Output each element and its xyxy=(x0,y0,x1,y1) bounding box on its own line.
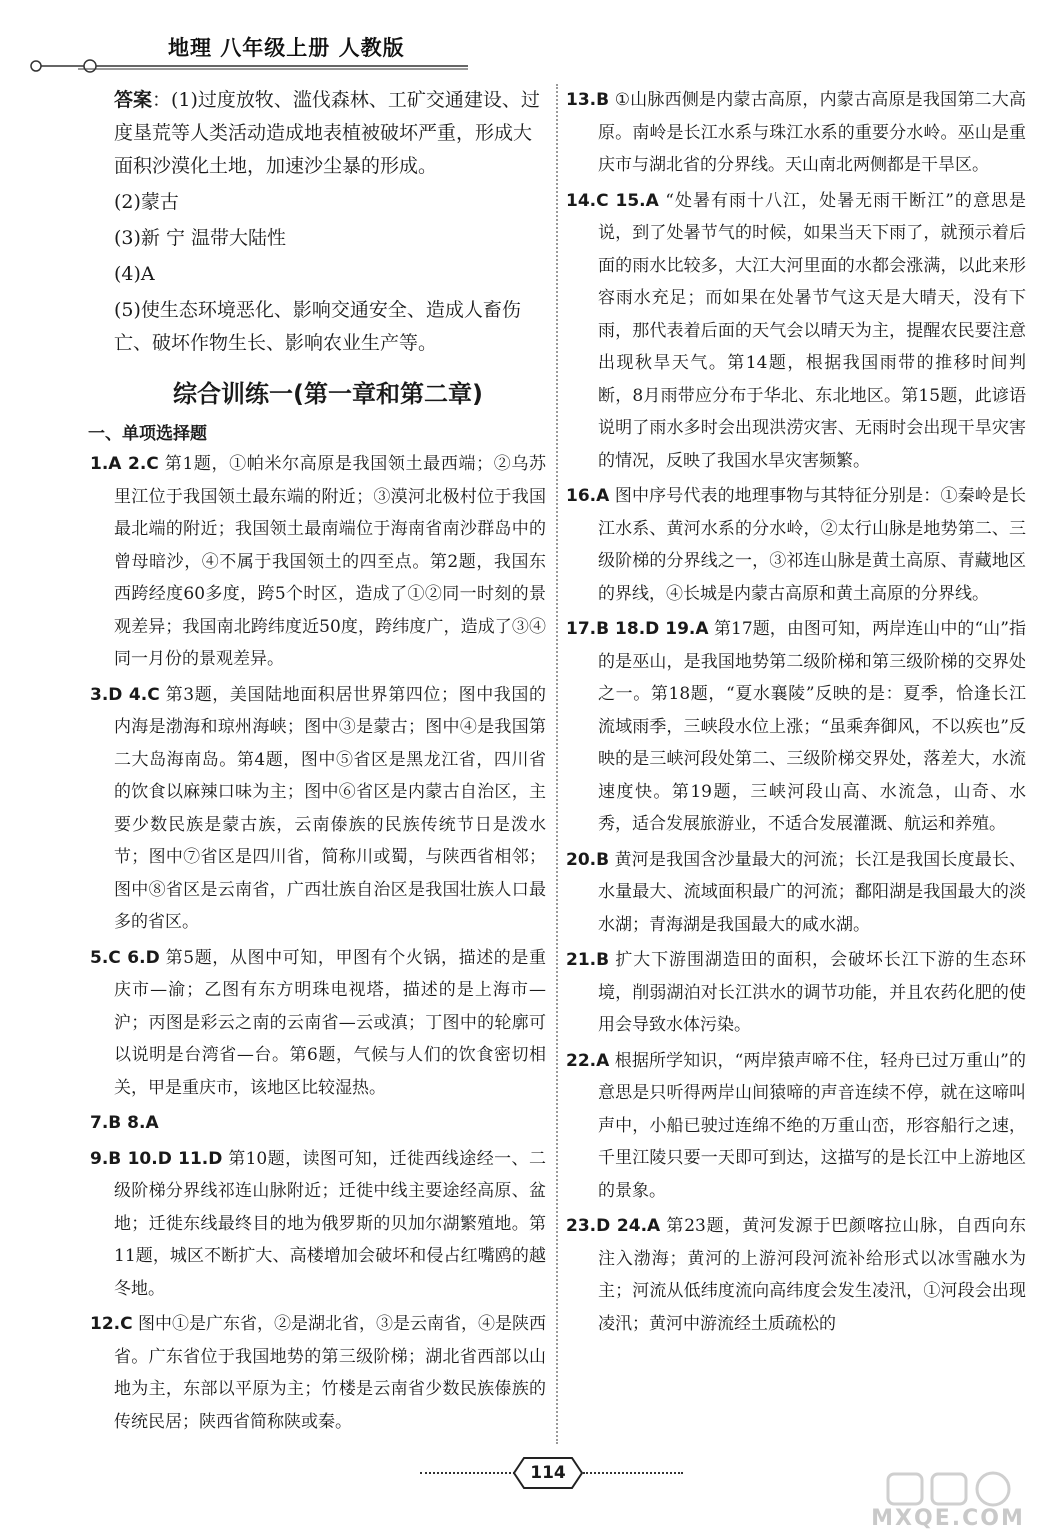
item-text: 第10题，读图可知，迁徙西线途经一、二级阶梯分界线祁连山脉附近；迁徙中线主要途经高原、盆地；迁徙东线最终目的地为俄罗斯的贝加尔湖繁殖地。第11题，城区不断扩大、高楼增加会破坏和侵占红嘴鸥的越冬地。 xyxy=(114,1148,546,1299)
answer-item xyxy=(566,480,1026,610)
header-rule-ornament xyxy=(28,58,478,74)
item-text: ①山脉西侧是内蒙古高原，内蒙古高原是我国第二大高原。南岭是长江水系与珠江水系的重要分水岭。巫山是重庆市与湖北省的分界线。天山南北两侧都是干旱区。 xyxy=(598,90,1026,175)
item-text: 第5题，从图中可知，甲图有个火锅，描述的是重庆市—渝；乙图有东方明珠电视塔，描述的是上海市—沪；丙图是彩云之南的云南省—云或滇；丁图中的轮廓可以说明是台湾省—台。第6题，气候与人们的饮食密切相关，甲是重庆市，该地区比较湿热。 xyxy=(114,947,546,1098)
footer-dots-left xyxy=(420,1472,515,1474)
answer-item xyxy=(566,844,1026,942)
item-text: 黄河是我国含沙量最大的河流；长江是我国长度最长、水量最大、流域面积最广的河流；鄱阳湖是我国最大的淡水湖；青海湖是我国最大的咸水湖。 xyxy=(598,849,1026,935)
footer-dots-right xyxy=(583,1472,683,1474)
item-text: 图中①是广东省，②是湖北省，③是云南省，④是陕西省。广东省位于我国地势的第三级阶梯；湖北省西部以山地为主，东部以平原为主；竹楼是云南省少数民族傣族的传统民居；陕西省简称陕或秦。 xyxy=(114,1314,546,1432)
answer-part-1: ：(1)过度放牧、滥伐森林、工矿交通建设、过度垦荒等人类活动造成地表植被破坏严重，形成大面积沙漠化土地，加速沙尘暴的形成。 xyxy=(114,89,540,177)
item-number: 12.C xyxy=(90,1314,133,1334)
item-number: 16.A xyxy=(566,486,610,506)
answer-paragraph xyxy=(114,84,546,183)
item-number: 3.D 4.C xyxy=(90,684,160,705)
answer-part-2: (2)蒙古 xyxy=(114,191,179,213)
item-number: 7.B 8.A xyxy=(90,1113,159,1133)
answer-part-5: (5)使生态环境恶化、影响交通安全、造成人畜伤亡、破坏作物生长、影响农业生产等。 xyxy=(114,299,521,354)
item-text: 根据所学知识，“两岸猿声啼不住，轻舟已过万重山”的意思是只听得两岸山间猿啼的声音连续不停，就在这啼叫声中，小船已驶过连绵不绝的万重山峦，形容船行之速，千里江陵只要一天即可到达，这描写的是长江中上游地区的景象。 xyxy=(598,1050,1026,1201)
answer-item xyxy=(90,448,546,676)
item-number: 17.B 18.D 19.A xyxy=(566,619,709,639)
header-title: 地理 八年级上册 人教版 xyxy=(168,36,405,60)
section-subtitle: 一、单项选择题 xyxy=(88,424,207,444)
left-column xyxy=(90,84,546,1441)
answer-label: 答案 xyxy=(114,89,153,111)
answer-part-4: (4)A xyxy=(114,263,155,285)
item-number: 23.D 24.A xyxy=(566,1216,661,1236)
page-number: 114 xyxy=(530,1463,566,1483)
answer-item xyxy=(90,942,546,1105)
item-text: 图中序号代表的地理事物与其特征分别是：①秦岭是长江水系、黄河水系的分水岭，②太行山脉是地势第二、三级阶梯的分界线之一，③祁连山脉是黄土高原、青藏地区的界线，④长城是内蒙古高原和黄土高原的分界线。 xyxy=(598,486,1026,604)
item-text: 第17题，由图可知，两岸连山中的“山”指的是巫山，是我国地势第二级阶梯和第三级阶梯的交界处之一。第18题，“夏水襄陵”反映的是：夏季，恰逢长江流域雨季，三峡段水位上涨；“虽乘奔御风，不以疾也”反映的是三峡河段处第二、三级阶梯交界处，落差大，水流速度快。第19题，三峡河段山高、水流急，山奇、水秀，适合发展旅游业，不适合发展灌溉、航运和养殖。 xyxy=(598,619,1026,834)
watermark-text: MXQE.COM xyxy=(871,1506,1025,1531)
answer-item xyxy=(566,1210,1026,1340)
page-header xyxy=(0,0,1047,80)
section-title: 综合训练一(第一章和第二章) xyxy=(173,380,483,408)
answer-item xyxy=(566,1045,1026,1208)
item-text: 第1题，①帕米尔高原是我国领土最西端；②乌苏里江位于我国领土最东端的附近；③漠河北极村位于我国最北端的附近；我国领土最南端位于海南省南沙群岛中的曾母暗沙，④不属于我国领土的四至点。第2题，我国东西跨经度60多度，跨5个时区，造成了①②同一时刻的景观差异；我国南北跨纬度近50度，跨纬度广，造成了③④同一月份的景观差异。 xyxy=(114,454,547,669)
answer-item xyxy=(566,185,1026,478)
answer-item xyxy=(566,944,1026,1042)
right-column xyxy=(566,84,1026,1343)
item-number: 14.C 15.A xyxy=(566,190,659,211)
item-text: “处暑有雨十八江，处暑无雨干断江”的意思是说，到了处暑节气的时候，如果当天下雨了，就预示着后面的雨水比较多，大江大河里面的水都会涨满，以此来形容雨水充足；而如果在处暑节气这天是大晴天，没有下雨，那代表着后面的天气会以晴天为主，提醒农民要注意出现秋旱天气。第14题，根据我国雨带的推移时间判断，8月雨带应分布于华北、东北地区。第15题，此谚语说明了雨水多时会出现洪涝灾害、无雨时会出现干旱灾害的情况，反映了我国水旱灾害频繁。 xyxy=(598,190,1026,471)
answer-item xyxy=(90,1143,546,1306)
answer-item xyxy=(566,84,1026,182)
page-footer xyxy=(0,1450,1047,1536)
item-number: 20.B xyxy=(566,849,610,870)
answer-item xyxy=(90,679,546,939)
answer-item xyxy=(90,1308,546,1438)
item-number: 22.A xyxy=(566,1050,610,1071)
answer-item xyxy=(566,613,1026,841)
item-number: 9.B 10.D 11.D xyxy=(90,1148,223,1169)
answer-part-3: (3)新 宁 温带大陆性 xyxy=(114,227,286,249)
item-number: 21.B xyxy=(566,950,610,970)
item-number: 5.C 6.D xyxy=(90,947,160,968)
item-text: 扩大下游围湖造田的面积，会破坏长江下游的生态环境，削弱湖泊对长江洪水的调节功能，并且农药化肥的使用会导致水体污染。 xyxy=(598,950,1026,1035)
watermark xyxy=(858,1470,1038,1534)
answer-item xyxy=(90,1107,546,1140)
item-number: 1.A 2.C xyxy=(90,454,159,474)
item-text: 第23题，黄河发源于巴颜喀拉山脉，自西向东注入渤海；黄河的上游河段河流补给形式以冰雪融水为主；河流从低纬度流向高纬度会发生凌汛，①河段会出现凌汛；黄河中游流经土质疏松的 xyxy=(598,1216,1026,1334)
column-divider xyxy=(556,84,558,1444)
item-text: 第3题，美国陆地面积居世界第四位；图中我国的内海是渤海和琼州海峡；图中③是蒙古；图中④是我国第二大岛海南岛。第4题，图中⑤省区是黑龙江省，四川省的饮食以麻辣口味为主；图中⑥省区是内蒙古自治区，主要少数民族是蒙古族，云南傣族的民族传统节日是泼水节；图中⑦省区是四川省，简称川或蜀，与陕西省相邻；图中⑧省区是云南省，广西壮族自治区是我国壮族人口最多的省区。 xyxy=(114,684,546,932)
watermark-logo xyxy=(858,1470,1038,1510)
item-number: 13.B xyxy=(566,90,610,110)
